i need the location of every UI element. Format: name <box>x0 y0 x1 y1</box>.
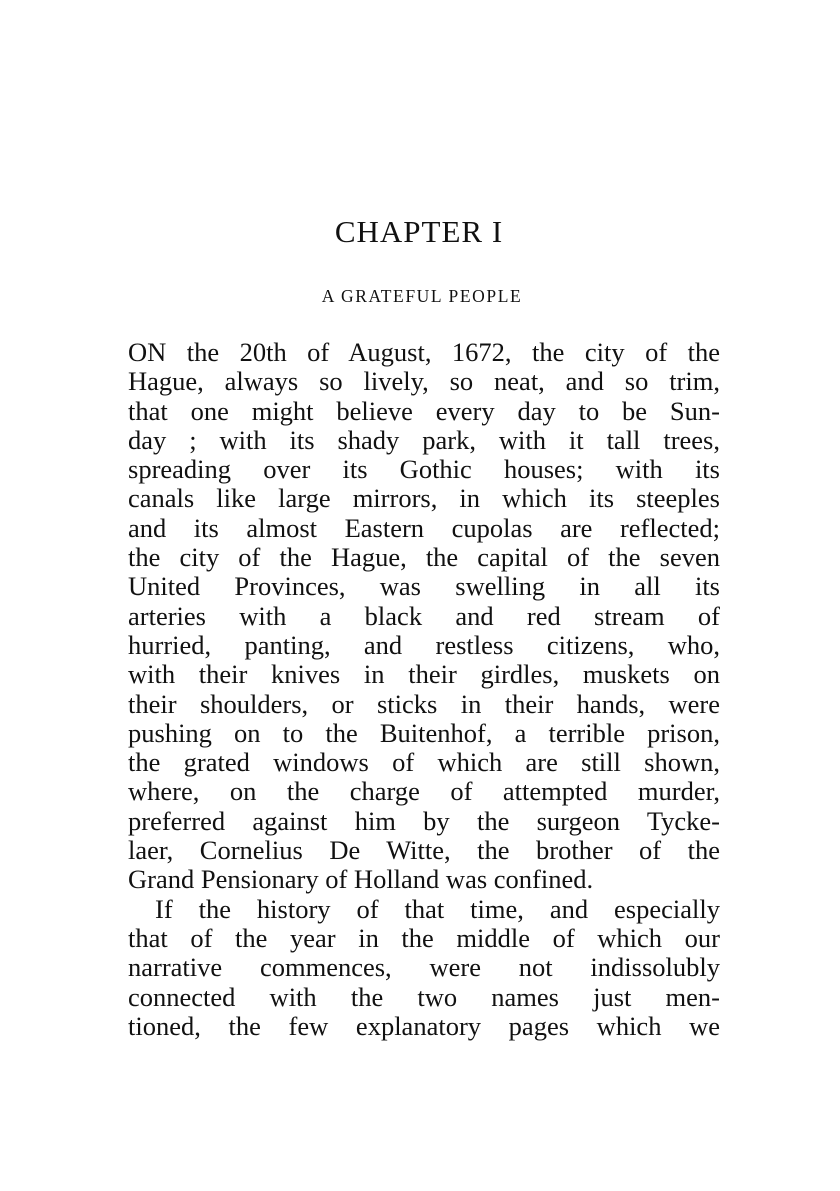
body-text <box>128 338 720 1041</box>
text-line: the city of the Hague, the capital of the seven <box>128 542 720 573</box>
text-line: Grand Pensionary of Holland was confined. <box>128 864 594 895</box>
chapter-subtitle: A GRATEFUL PEOPLE <box>321 286 523 306</box>
text-line: connected with the two names just men- <box>128 981 720 1012</box>
text-line: canals like large mirrors, in which its steeples <box>128 483 720 514</box>
text-line: arteries with a black and red stream of <box>128 600 720 631</box>
chapter-title: CHAPTER I <box>334 214 504 249</box>
text-line: their shoulders, or sticks in their hands, were <box>128 688 720 719</box>
text-line: Hague, always so lively, so neat, and so trim, <box>128 366 720 397</box>
text-line: ON the 20th of August, 1672, the city of the <box>128 337 720 367</box>
text-line: with their knives in their girdles, muskets on <box>128 659 720 690</box>
text-line: where, on the charge of attempted murder, <box>128 776 720 807</box>
text-line: that of the year in the middle of which our <box>128 922 720 953</box>
text-line: pushing on to the Buitenhof, a terrible prison, <box>128 717 720 748</box>
text-line: preferred against him by the surgeon Tycke- <box>128 805 720 836</box>
text-line: If the history of that time, and especially <box>155 893 720 924</box>
text-line: narrative commences, were not indissolubly <box>128 952 720 983</box>
text-line: tioned, the few explanatory pages which we <box>128 1010 720 1041</box>
text-line: hurried, panting, and restless citizens, who, <box>128 629 720 660</box>
text-line: United Provinces, was swelling in all its <box>128 571 720 602</box>
text-line: laer, Cornelius De Witte, the brother of the <box>128 835 720 866</box>
text-line: the grated windows of which are still shown, <box>128 747 720 778</box>
text-line: spreading over its Gothic houses; with its <box>128 454 720 485</box>
text-line: day ; with its shady park, with it tall trees, <box>128 424 720 455</box>
text-line: and its almost Eastern cupolas are reflected; <box>128 512 720 543</box>
text-line: that one might believe every day to be Sun- <box>128 395 720 426</box>
